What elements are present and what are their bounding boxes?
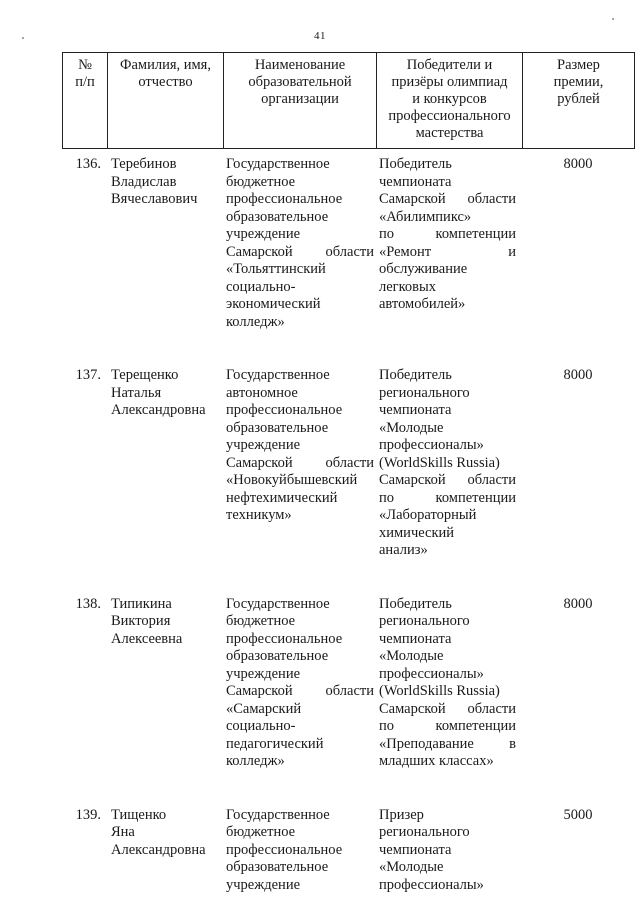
text-line: Государственное <box>226 156 330 172</box>
text-line: учреждение <box>226 876 301 893</box>
text-line: учреждение <box>226 226 301 242</box>
row-number: 139. <box>75 806 101 823</box>
text-line: образовательной <box>248 74 352 90</box>
text-line: п/п <box>75 74 95 90</box>
achievement-description <box>376 367 522 560</box>
text-line: чемпионата <box>379 841 452 858</box>
text-line: «Молодые <box>379 648 444 664</box>
organization-name <box>223 807 376 895</box>
text-line: Терещенко <box>111 367 179 383</box>
person-name <box>107 807 223 895</box>
text-line: анализ» <box>379 542 428 558</box>
awards-table <box>62 156 634 894</box>
text-line: Государственное <box>226 806 330 823</box>
row-number: 136. <box>75 156 101 172</box>
text-line: Тищенко <box>111 806 167 823</box>
person-name <box>107 367 223 560</box>
text-line: Александровна <box>111 402 206 418</box>
text-line: педагогический <box>226 735 324 752</box>
text-line: Алексеевна <box>111 630 183 647</box>
organization-name <box>223 596 376 771</box>
person-name <box>107 156 223 331</box>
text-line: Победитель <box>379 595 452 612</box>
organization-name <box>223 367 376 560</box>
organization-name <box>223 156 376 331</box>
text-line: (WorldSkills Russia) <box>379 454 500 471</box>
text-line: экономический <box>226 296 321 312</box>
text-line: призёры олимпиад <box>391 74 508 90</box>
text-line: «Молодые <box>379 419 444 436</box>
scan-speck <box>22 37 24 39</box>
prize-amount: 8000 <box>563 367 593 383</box>
text-line: «Самарский <box>226 700 302 717</box>
text-line: техникум» <box>226 507 292 523</box>
text-line: Самарской области <box>226 243 374 260</box>
text-line: Самарской области <box>379 191 516 207</box>
text-line: автомобилей» <box>379 296 466 312</box>
achievement-description <box>376 156 522 331</box>
page-number: 41 <box>314 30 326 42</box>
text-line: Типикина <box>111 595 172 612</box>
prize-amount: 8000 <box>563 156 593 172</box>
person-name <box>107 596 223 771</box>
text-line: профессиональное <box>226 402 343 418</box>
text-line: Владислав <box>111 173 177 190</box>
text-line: профессионалы» <box>379 437 484 453</box>
achievement-description <box>376 807 522 895</box>
text-line: профессиональное <box>226 841 343 858</box>
text-line: учреждение <box>226 437 301 453</box>
text-line: легковых <box>379 278 437 295</box>
text-line: (WorldSkills Russia) <box>379 683 500 699</box>
text-line: Призер <box>379 806 424 823</box>
text-line: социально- <box>226 278 296 295</box>
text-line: «Ремонт и <box>379 243 516 260</box>
text-line: «Тольяттинский <box>226 261 326 277</box>
header-achievement <box>377 53 523 149</box>
text-line: профессионального <box>388 108 511 124</box>
text-line: Самарской области <box>226 454 374 471</box>
text-line: регионального <box>379 384 470 401</box>
table-header <box>62 52 635 149</box>
text-line: образовательное <box>226 859 329 875</box>
text-line: «Абилимпикс» <box>379 208 472 225</box>
text-line: по компетенции <box>379 489 516 506</box>
header-number <box>63 53 108 149</box>
text-line: Наименование <box>254 57 346 73</box>
header-full-name <box>108 53 224 149</box>
text-line: «Новокуйбышевский <box>226 472 358 488</box>
text-line: Теребинов <box>111 156 177 172</box>
table-row <box>62 596 634 771</box>
text-line: профессиональное <box>226 630 343 647</box>
text-line: Размер <box>557 57 600 73</box>
scan-speck <box>612 18 614 20</box>
text-line: премии, <box>553 74 604 90</box>
text-line: регионального <box>379 824 470 840</box>
text-line: обслуживание <box>379 261 468 277</box>
text-line: колледж» <box>226 313 285 330</box>
prize-amount: 8000 <box>563 595 593 612</box>
text-line: чемпионата <box>379 630 452 647</box>
text-line: «Преподавание в <box>379 735 516 752</box>
text-line: профессионалы» <box>379 876 484 893</box>
text-line: «Молодые <box>379 859 444 875</box>
text-line: Государственное <box>226 595 330 612</box>
text-line: профессионалы» <box>379 665 484 682</box>
text-line: автономное <box>226 384 298 401</box>
text-line: Александровна <box>111 841 206 858</box>
text-line: образовательное <box>226 648 329 664</box>
text-line: отчество <box>138 74 193 90</box>
text-line: Государственное <box>226 367 330 383</box>
text-line: бюджетное <box>226 824 296 840</box>
text-line: Победители и <box>406 57 493 73</box>
text-line: Яна <box>111 824 135 840</box>
text-line: бюджетное <box>226 173 296 190</box>
text-line: Вячеславович <box>111 191 198 207</box>
text-line: химический <box>379 524 455 541</box>
text-line: «Лабораторный <box>379 507 477 523</box>
text-line: по компетенции <box>379 718 516 734</box>
table-row <box>62 156 634 331</box>
text-line: и конкурсов <box>412 91 487 107</box>
text-line: Виктория <box>111 613 171 629</box>
text-line: образовательное <box>226 419 329 436</box>
text-line: социально- <box>226 718 296 734</box>
text-line: Самарской области <box>379 472 516 488</box>
header-prize-amount <box>523 53 635 149</box>
text-line: Самарской области <box>226 683 374 699</box>
table-row <box>62 367 634 560</box>
row-number: 138. <box>75 595 101 612</box>
text-line: чемпионата <box>379 173 452 190</box>
text-line: Наталья <box>111 384 162 401</box>
text-line: Самарской области <box>379 700 516 717</box>
text-line: нефтехимический <box>226 489 338 506</box>
text-line: образовательное <box>226 208 329 225</box>
prize-amount: 5000 <box>563 806 593 823</box>
text-line: организации <box>261 91 339 107</box>
header-organization <box>224 53 377 149</box>
text-line: № <box>78 57 92 73</box>
text-line: бюджетное <box>226 613 296 629</box>
text-line: колледж» <box>226 753 285 769</box>
text-line: профессиональное <box>226 191 343 207</box>
table-row <box>62 807 634 895</box>
text-line: рублей <box>557 91 600 107</box>
text-line: регионального <box>379 613 470 629</box>
text-line: младших классах» <box>379 753 494 769</box>
text-line: по компетенции <box>379 226 516 242</box>
achievement-description <box>376 596 522 771</box>
row-number: 137. <box>75 367 101 383</box>
text-line: Победитель <box>379 156 452 172</box>
text-line: мастерства <box>415 125 484 141</box>
text-line: учреждение <box>226 665 301 682</box>
text-line: Фамилия, имя, <box>120 57 211 73</box>
text-line: Победитель <box>379 367 452 383</box>
text-line: чемпионата <box>379 402 452 418</box>
